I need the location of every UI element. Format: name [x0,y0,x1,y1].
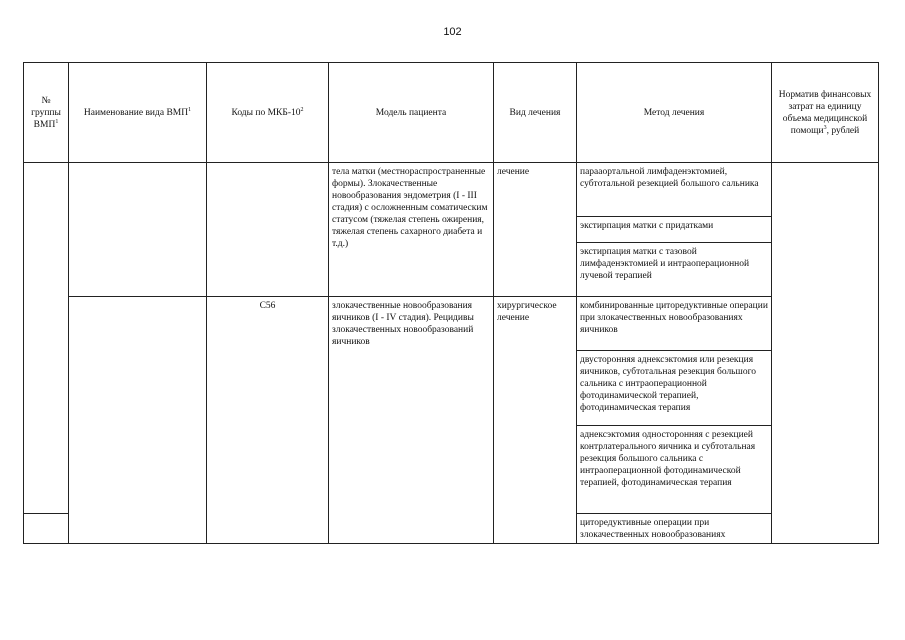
header-vmp-name: Наименование вида ВМП$^1$ [69,63,207,163]
group-number-cell [24,514,69,544]
treatment-method-cell: циторедуктивные операции при злокачественных новообразованиях [577,514,772,544]
treatment-type-cell: хирургическое лечение [494,297,577,544]
icd-code-cell: C56 [207,297,329,544]
group-number-cell [24,163,69,514]
vmp-table [23,62,879,544]
treatment-method-cell: экстирпация матки с тазовой лимфаденэктомией и интраоперационной лучевой терапией [577,243,772,297]
header-patient-model: Модель пациента [329,63,494,163]
header-cost-standard: Норматив финансовых затрат на единицу объема медицинской помощи$^3$, рублей [772,63,879,163]
vmp-name-cell [69,163,207,297]
icd-code-cell [207,163,329,297]
header-group-number: № группы ВМП$^1$ [24,63,69,163]
treatment-method-cell: аднексэктомия односторонняя с резекцией контрлатерального яичника и субтотальная резекция большого сальника с интраоперационной фотодинамической терапией, фотодинамическая терапия [577,426,772,514]
treatment-type-cell: лечение [494,163,577,297]
header-treatment-method: Метод лечения [577,63,772,163]
treatment-method-cell: парааортальной лимфаденэктомией, субтотальной резекцией большого сальника [577,163,772,217]
header-icd-codes: Коды по МКБ-$10^2$ [207,63,329,163]
treatment-method-cell: двусторонняя аднексэктомия или резекция яичников, субтотальная резекция большого сальника с интраоперационной фотодинамической терапией, фотодинамическая терапия [577,351,772,426]
page-number: 102 [443,26,462,38]
treatment-method-cell: экстирпация матки с придатками [577,217,772,243]
header-treatment-type: Вид лечения [494,63,577,163]
cost-cell [772,163,879,544]
table-header-row [24,63,879,163]
vmp-name-cell [69,297,207,544]
table-row [24,297,879,351]
patient-model-cell: тела матки (местнораспространенные формы). Злокачественные новообразования эндометрия (I - III стадия) с осложненным соматическим статусом (тяжелая степень ожирения, тяжелая степень сахарного диабета и т.д.) [329,163,494,297]
patient-model-cell: злокачественные новообразования яичников (I - IV стадия). Рецидивы злокачественных новообразований яичников [329,297,494,544]
treatment-method-cell: комбинированные циторедуктивные операции при злокачественных новообразованиях яичников [577,297,772,351]
table-row [24,163,879,217]
